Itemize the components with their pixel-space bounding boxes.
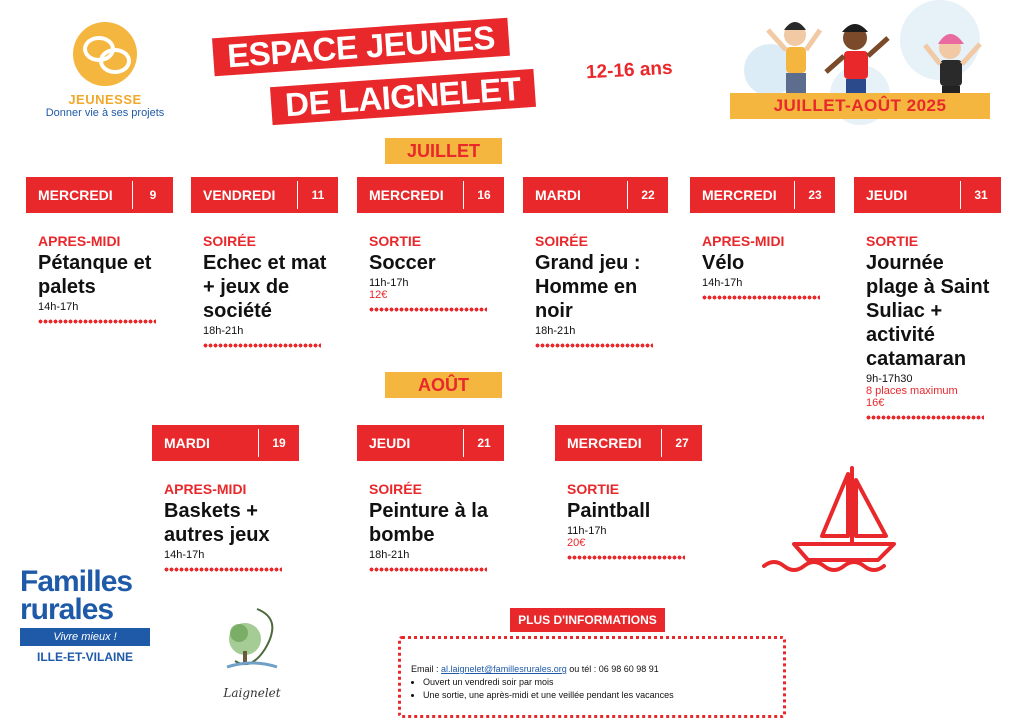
age-range: 12-16 ans — [585, 57, 674, 84]
month-label-july: JUILLET — [385, 138, 502, 164]
logo-tagline: Vivre mieux ! — [20, 628, 150, 646]
dotted-divider — [702, 295, 820, 300]
event-type: SOIRÉE — [369, 481, 422, 497]
day-name: MARDI — [535, 187, 581, 203]
logo-title: JEUNESSE — [68, 92, 142, 107]
day-name: MERCREDI — [369, 187, 444, 203]
day-header — [690, 177, 835, 213]
event-time: 18h-21h — [535, 325, 576, 337]
phone-text: ou tél : 06 98 60 98 91 — [566, 664, 659, 674]
info-bullet-1: • Ouvert un vendredi soir par mois — [423, 676, 674, 689]
day-number: 16 — [477, 188, 491, 202]
dotted-divider — [567, 555, 685, 560]
day-name: VENDREDI — [203, 187, 276, 203]
event-name: Vélo — [702, 252, 745, 274]
dotted-divider — [369, 567, 487, 572]
day-name: MERCREDI — [702, 187, 777, 203]
day-header — [26, 177, 173, 213]
event-august-21 — [357, 425, 504, 572]
logo-word-2: rurales — [20, 593, 114, 626]
day-number: 27 — [675, 436, 689, 450]
event-july-9 — [26, 177, 173, 324]
logo-subtitle: Donner vie à ses projets — [45, 107, 165, 119]
info-title: PLUS D'INFORMATIONS — [510, 608, 665, 632]
event-time: 14h-17h — [702, 277, 743, 289]
info-box — [398, 636, 786, 718]
event-name: Soccer — [369, 252, 436, 274]
event-august-27 — [555, 425, 702, 560]
town-name: Laignelet — [223, 686, 281, 700]
event-name: Pétanque et palets — [38, 252, 152, 298]
event-time: 18h-21h — [369, 549, 410, 561]
event-july-11 — [191, 177, 338, 348]
event-type: SORTIE — [866, 233, 919, 249]
event-july-23 — [690, 177, 835, 300]
event-july-16 — [357, 177, 504, 312]
dotted-divider — [369, 307, 487, 312]
event-name: Paintball — [567, 500, 651, 522]
day-header — [357, 177, 504, 213]
email-link[interactable]: al.laignelet@famillesrurales.org — [441, 664, 567, 674]
day-header — [191, 177, 338, 213]
day-number: 11 — [311, 188, 325, 202]
season-banner: JUILLET-AOÛT 2025 — [730, 93, 990, 119]
day-header — [152, 425, 299, 461]
month-label-august: AOÛT — [385, 372, 502, 398]
event-type: APRES-MIDI — [702, 233, 785, 249]
event-name: Echec et mat + jeux de société — [203, 252, 327, 322]
email-label: Email : — [411, 664, 442, 674]
day-number: 22 — [641, 188, 655, 202]
day-number: 23 — [808, 188, 822, 202]
event-type: SOIRÉE — [535, 233, 588, 249]
event-type: APRES-MIDI — [164, 481, 247, 497]
day-name: MARDI — [164, 435, 210, 451]
event-price: 12€ — [369, 289, 388, 301]
event-type: APRES-MIDI — [38, 233, 121, 249]
event-name: Peinture à la bombe — [369, 500, 488, 546]
sailboat-icon — [760, 460, 900, 580]
event-july-22 — [523, 177, 668, 348]
info-bullet-2: • Une sortie, une après-midi et une veillée pendant les vacances — [423, 689, 674, 702]
event-time: 14h-17h — [38, 301, 79, 313]
dotted-divider — [38, 319, 156, 324]
dotted-divider — [866, 415, 984, 420]
day-number: 9 — [149, 188, 157, 202]
title-line-2: DE LAIGNELET — [270, 69, 536, 125]
event-time: 11h-17h — [567, 525, 607, 537]
event-type: SORTIE — [567, 481, 620, 497]
event-name: Grand jeu : Homme en noir — [535, 252, 641, 322]
day-name: MERCREDI — [567, 435, 642, 451]
day-name: MERCREDI — [38, 187, 113, 203]
dotted-divider — [535, 343, 653, 348]
laignelet-logo — [212, 605, 292, 705]
day-number: 19 — [272, 436, 286, 450]
event-name: Baskets + autres jeux — [164, 500, 270, 546]
event-price: 16€ — [866, 397, 885, 409]
event-july-31 — [854, 177, 1001, 420]
event-type: SORTIE — [369, 233, 422, 249]
event-time: 11h-17h — [369, 277, 409, 289]
day-header — [854, 177, 1001, 213]
event-capacity: 8 places maximum — [866, 385, 958, 397]
jeunesse-logo — [40, 22, 170, 119]
event-price: 20€ — [567, 537, 586, 549]
dotted-divider — [164, 567, 282, 572]
day-name: JEUDI — [369, 435, 411, 451]
familles-rurales-logo — [20, 565, 160, 664]
day-header — [357, 425, 504, 461]
dotted-divider — [203, 343, 321, 348]
day-header — [523, 177, 668, 213]
tree-emblem-icon — [217, 605, 287, 677]
day-header — [555, 425, 702, 461]
event-type: SOIRÉE — [203, 233, 256, 249]
day-name: JEUDI — [866, 187, 908, 203]
day-number: 31 — [974, 188, 988, 202]
logo-region: ILLE-ET-VILAINE — [37, 650, 133, 664]
event-august-19 — [152, 425, 299, 572]
title-line-1: ESPACE JEUNES — [212, 18, 510, 77]
event-time: 14h-17h — [164, 549, 205, 561]
event-time: 18h-21h — [203, 325, 244, 337]
event-name: Journée plage à Saint Suliac + activité catamaran — [866, 252, 990, 370]
speech-bubbles-icon — [73, 22, 137, 86]
day-number: 21 — [477, 436, 491, 450]
page-title — [205, 18, 560, 124]
logo-word-1: Familles — [20, 565, 133, 598]
event-time: 9h-17h30 — [866, 373, 913, 385]
